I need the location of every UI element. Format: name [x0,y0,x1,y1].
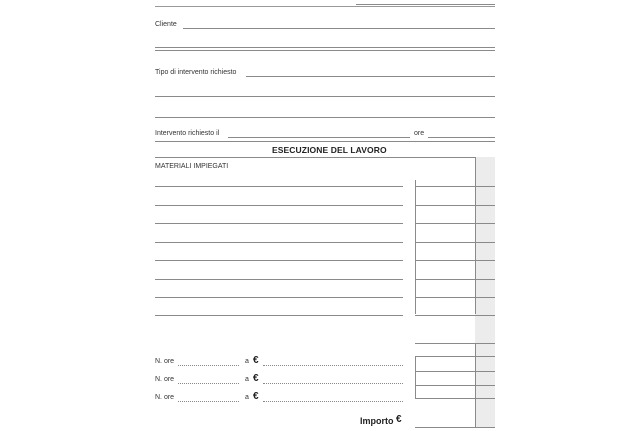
material-row[interactable] [155,279,403,280]
top-rule [155,6,495,7]
top-field-line[interactable] [356,4,495,5]
material-row[interactable] [155,223,403,224]
hours-amount-cell[interactable] [415,371,495,372]
tipo-intervento-line-3[interactable] [155,117,495,118]
amount-cell[interactable] [415,223,495,224]
hours-row-label: N. ore [155,394,175,401]
ore-label: ore [414,130,425,137]
material-row[interactable] [155,260,403,261]
amount-cell[interactable] [415,205,495,206]
rate-input[interactable] [263,383,403,384]
cliente-field-line-2[interactable] [155,47,495,48]
euro-icon: € [253,373,259,384]
section-divider-2 [155,141,495,142]
tipo-intervento-label: Tipo di intervento richiesto [155,69,237,76]
material-row[interactable] [155,315,403,316]
ore-field[interactable] [428,137,495,138]
hours-amount-cell[interactable] [415,398,495,399]
cliente-field[interactable] [183,28,495,29]
amount-column-shade [475,157,495,427]
euro-icon: € [253,355,259,366]
material-row[interactable] [155,205,403,206]
material-row[interactable] [155,297,403,298]
rate-input[interactable] [263,401,403,402]
amount-cell[interactable] [415,242,495,243]
amount-cell[interactable] [415,186,495,187]
material-row[interactable] [155,242,403,243]
amount-subtotal-cell[interactable] [415,343,495,344]
hours-row-label: N. ore [155,358,175,365]
euro-icon: € [253,391,259,402]
importo-label: Importo [360,416,394,426]
rate-input[interactable] [263,365,403,366]
rate-label: a [245,394,249,401]
cliente-label: Cliente [155,21,177,28]
amount-cell[interactable] [415,260,495,261]
importo-field[interactable] [415,427,495,428]
amount-cell[interactable] [415,315,495,316]
hours-input[interactable] [178,383,239,384]
amount-cell[interactable] [415,297,495,298]
intervento-date-label: Intervento richiesto il [155,130,220,137]
section-divider-1 [155,50,495,51]
hours-row-label: N. ore [155,376,175,383]
column-divider-right-upper [475,157,476,314]
section-title: ESECUZIONE DEL LAVORO [272,145,387,155]
hours-input[interactable] [178,365,239,366]
rate-label: a [245,358,249,365]
rate-label: a [245,376,249,383]
tipo-intervento-line-2[interactable] [155,96,495,97]
tipo-intervento-field[interactable] [246,76,495,77]
intervento-date-field[interactable] [228,137,410,138]
hours-top-rule [415,356,495,357]
amount-cell[interactable] [415,279,495,280]
section-title-underline [155,157,495,158]
material-row[interactable] [155,186,403,187]
euro-icon: € [396,414,402,425]
column-divider-lower [415,356,416,398]
materiali-label: MATERIALI IMPIEGATI [155,163,229,170]
hours-amount-cell[interactable] [415,385,495,386]
hours-input[interactable] [178,401,239,402]
column-divider-upper [415,180,416,314]
